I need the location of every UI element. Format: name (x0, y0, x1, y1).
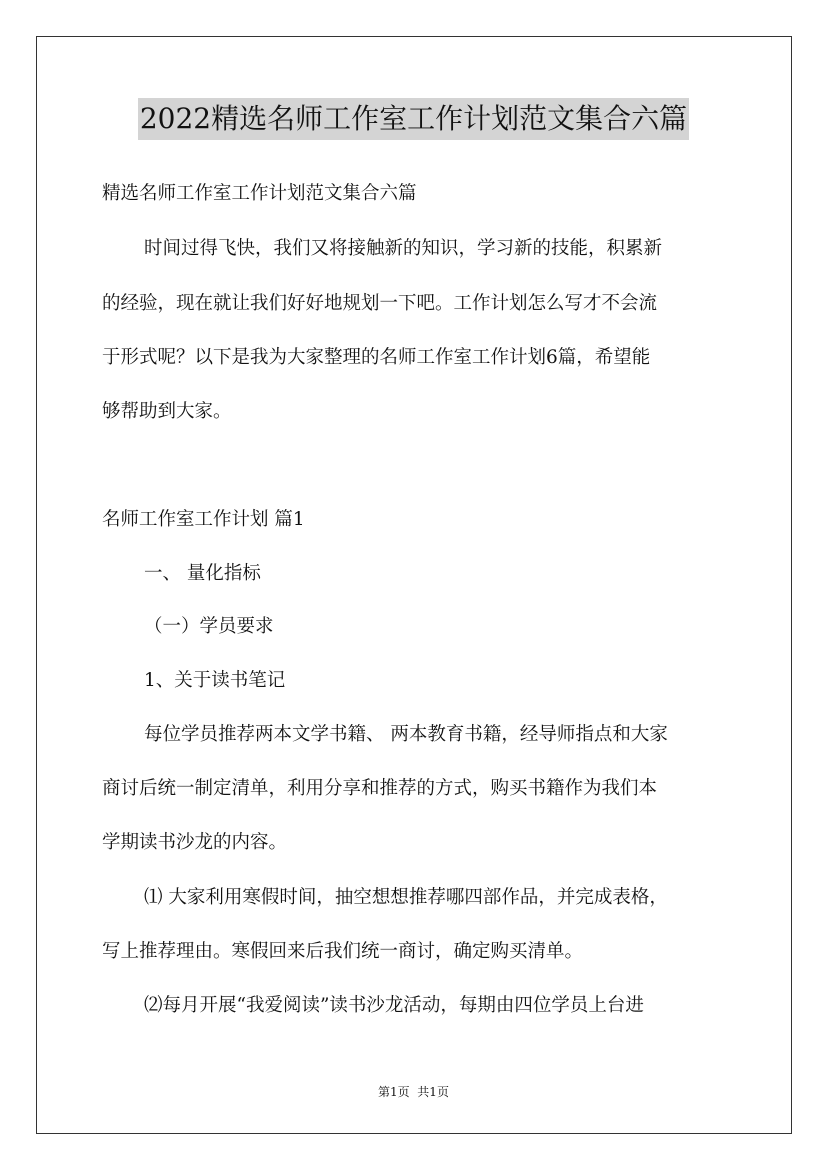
paragraph-line: 每位学员推荐两本文学书籍、 两本教育书籍，经导师指点和大家 (144, 724, 668, 745)
paragraph-line: 于形式呢？以下是我为大家整理的名师工作室工作计划6篇，希望能 (102, 347, 651, 368)
subsection-heading: 1、关于读书笔记 (144, 670, 286, 691)
paragraph-line: ⑵每月开展“我爱阅读”读书沙龙活动，每期由四位学员上台进 (144, 995, 644, 1016)
paragraph-line: 时间过得飞快，我们又将接触新的知识，学习新的技能，积累新 (144, 238, 663, 259)
paragraph-line: 的经验，现在就让我们好好地规划一下吧。工作计划怎么写才不会流 (102, 293, 658, 314)
paragraph-line: 商讨后统一制定清单，利用分享和推荐的方式，购买书籍作为我们本 (102, 778, 658, 799)
paragraph-line: 学期读书沙龙的内容。 (102, 832, 288, 853)
section-heading: 名师工作室工作计划 篇1 (102, 509, 305, 530)
paragraph-line: 够帮助到大家。 (102, 401, 232, 422)
subsection-heading: （一）学员要求 (144, 616, 274, 637)
page-footer: 第1页 共1页 (378, 1085, 449, 1099)
paragraph-line: 写上推荐理由。寒假回来后我们统一商讨，确定购买清单。 (102, 941, 584, 962)
doc-subtitle-line: 精选名师工作室工作计划范文集合六篇 (102, 183, 417, 204)
title-container (0, 98, 827, 140)
paragraph-line: ⑴ 大家利用寒假时间，抽空想想推荐哪四部作品，并完成表格， (144, 887, 668, 908)
subsection-heading: 一、 量化指标 (144, 563, 261, 584)
document-title: 2022精选名师工作室工作计划范文集合六篇 (138, 98, 689, 140)
